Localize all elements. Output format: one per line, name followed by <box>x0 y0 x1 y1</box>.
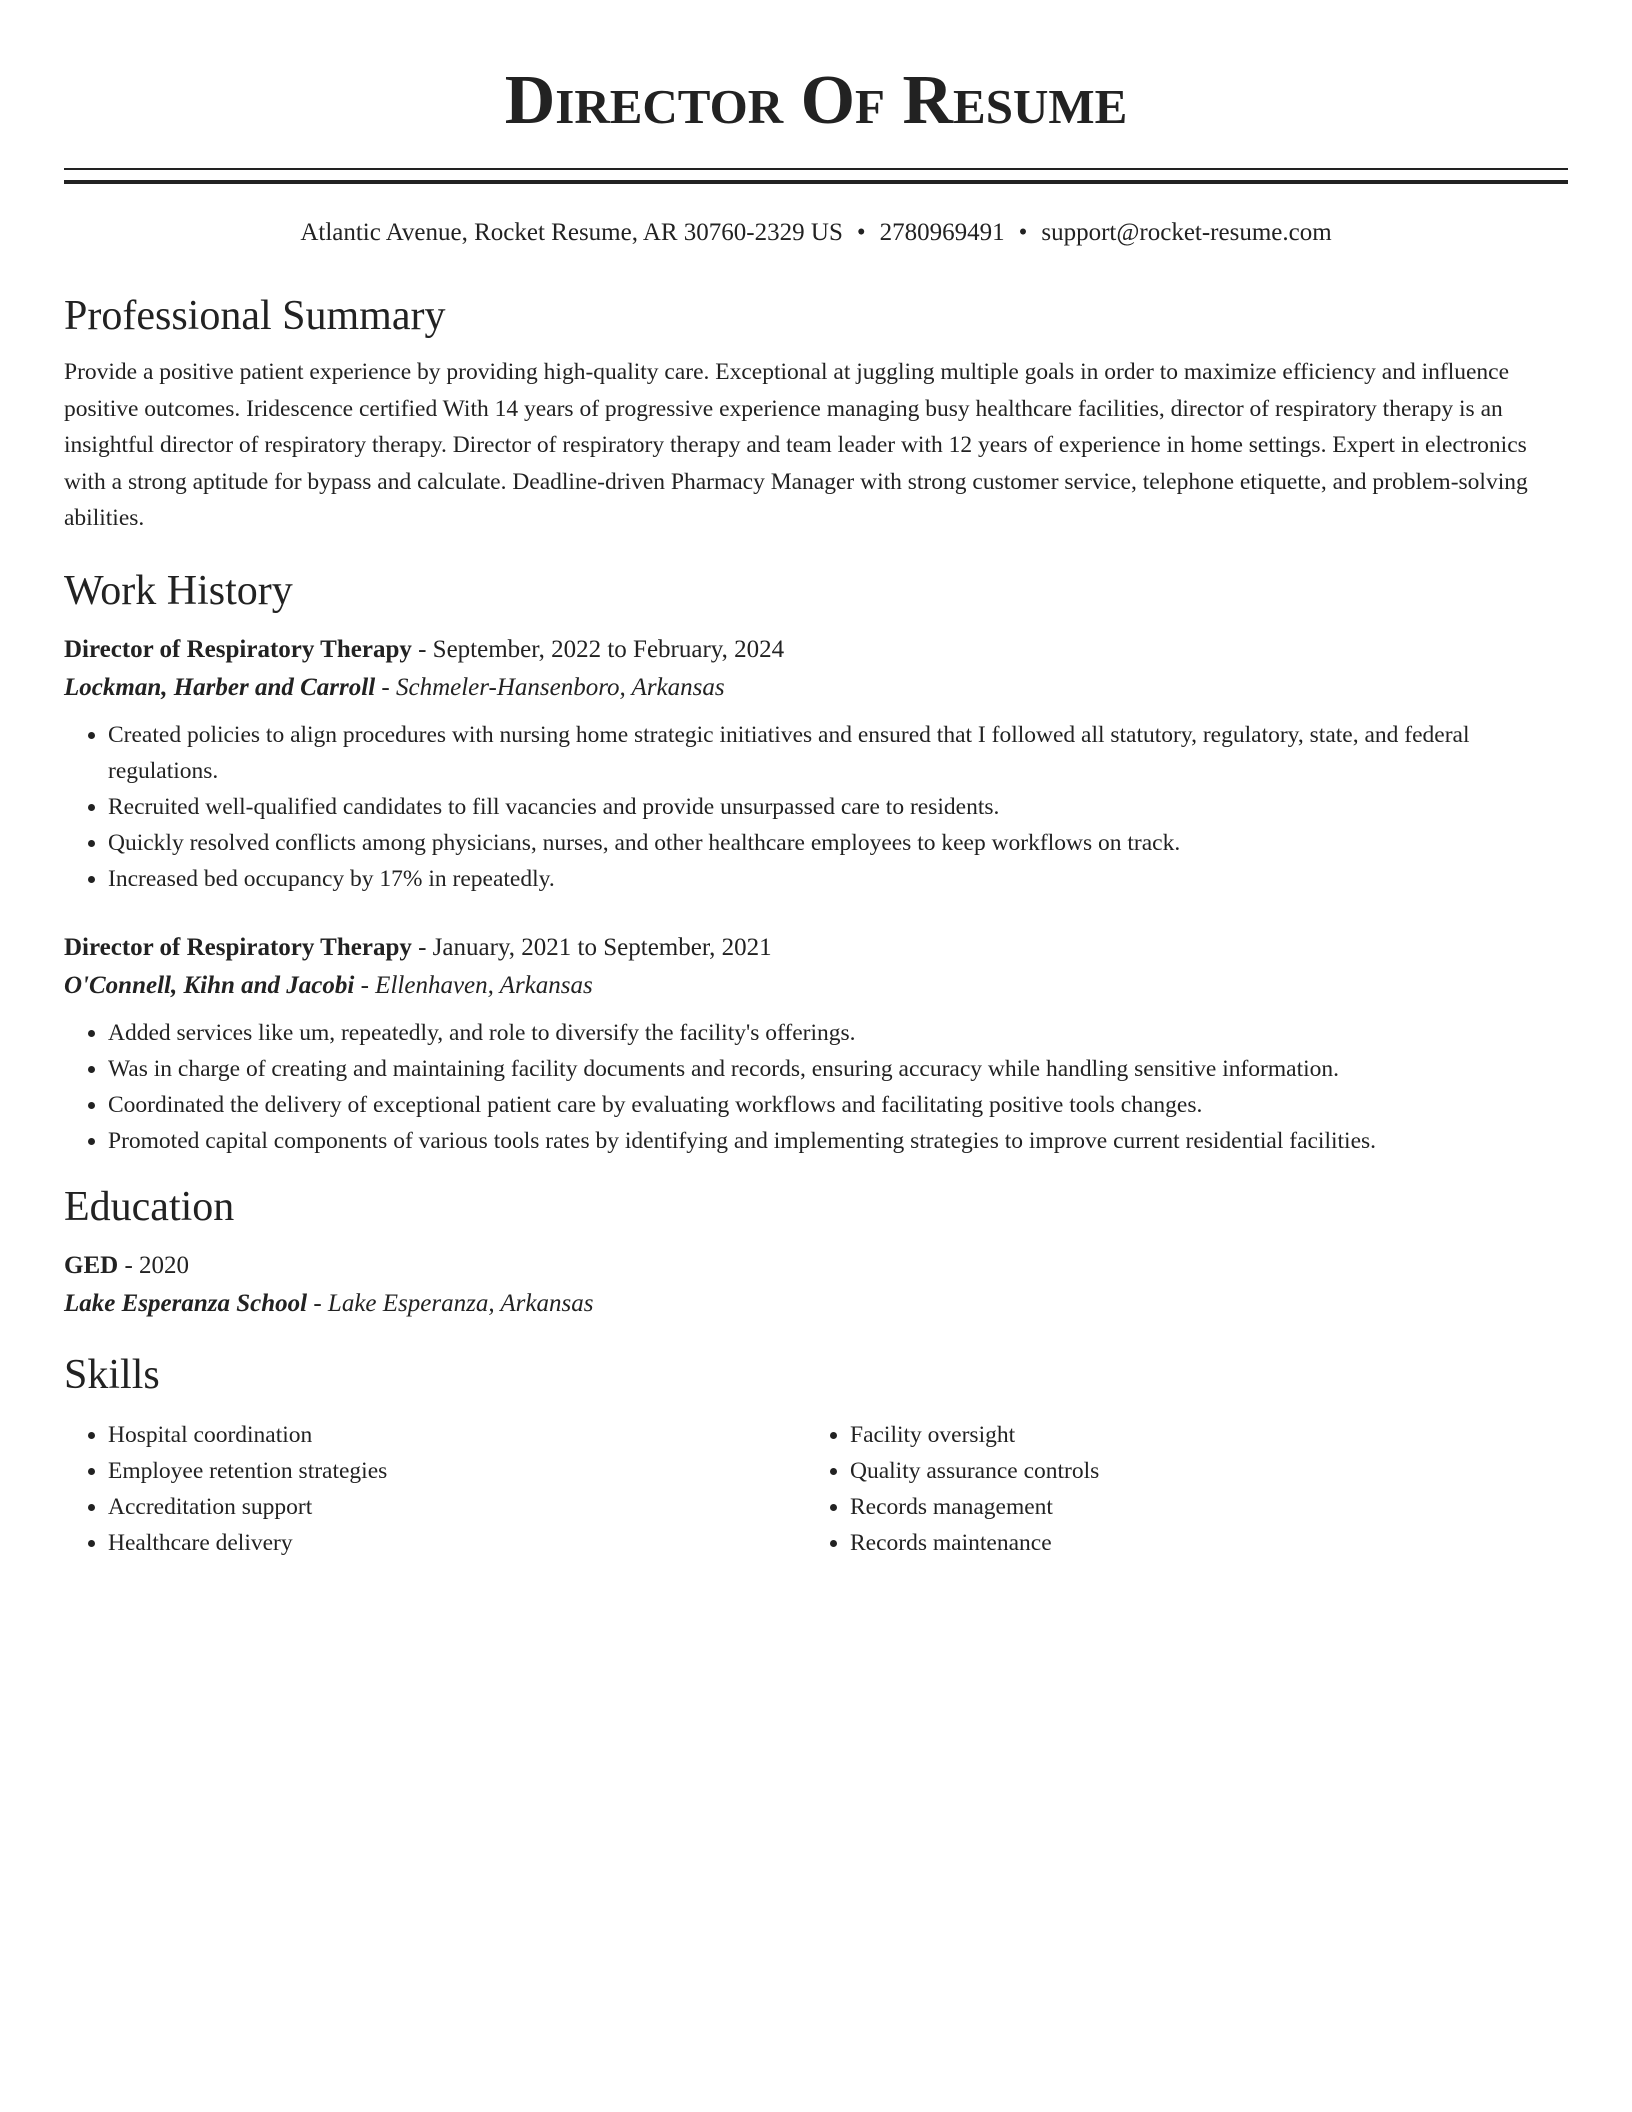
job-company-line <box>64 669 1568 707</box>
skill-item: • Hospital coordination <box>108 1417 806 1453</box>
job-duties-list <box>64 717 1568 897</box>
job-entry <box>64 631 1568 897</box>
job-duty: • Added services like um, repeatedly, and role to diversify the facility's offerings. <box>108 1015 1568 1051</box>
skills-column-right <box>806 1417 1548 1561</box>
job-dates: - September, 2022 to February, 2024 <box>411 635 785 663</box>
education-location: - Lake Esperanza, Arkansas <box>307 1289 594 1317</box>
job-duty: • Created policies to align procedures with nursing home strategic initiatives and ensured that I followed all statutory, regulatory, state, and federal regulations. <box>108 717 1568 789</box>
skill-item: • Facility oversight <box>850 1417 1548 1453</box>
job-location: - Schmeler-Hansenboro, Arkansas <box>375 673 725 701</box>
job-company: Lockman, Harber and Carroll <box>64 673 376 701</box>
education-heading: Education <box>64 1183 235 1230</box>
summary-heading: Professional Summary <box>64 293 446 339</box>
job-duties-list <box>64 1015 1568 1159</box>
education-school: Lake Esperanza School <box>64 1289 308 1317</box>
work-history-heading: Work History <box>64 567 293 614</box>
job-title-line <box>64 929 1568 967</box>
job-duty: • Was in charge of creating and maintaining facility documents and records, ensuring accuracy while handling sensitive information. <box>108 1051 1568 1087</box>
job-location: - Ellenhaven, Arkansas <box>354 971 593 999</box>
job-duty: • Recruited well-qualified candidates to fill vacancies and provide unsurpassed care to residents. <box>108 789 1568 825</box>
contact-separator: • <box>1018 219 1028 246</box>
job-company: O'Connell, Kihn and Jacobi <box>64 971 355 999</box>
job-duty: • Promoted capital components of various tools rates by identifying and implementing strategies to improve current residential facilities. <box>108 1123 1568 1159</box>
job-title: Director of Respiratory Therapy <box>64 933 412 961</box>
contact-address: Atlantic Avenue, Rocket Resume, AR 30760-2329 US <box>300 219 843 246</box>
skill-item: • Employee retention strategies <box>108 1453 806 1489</box>
skill-item: • Accreditation support <box>108 1489 806 1525</box>
job-duty: • Increased bed occupancy by 17% in repeatedly. <box>108 861 1568 897</box>
skills-grid <box>64 1417 1568 1561</box>
contact-email: support@rocket-resume.com <box>1041 219 1332 246</box>
job-title-line <box>64 631 1568 669</box>
skills-column-left <box>64 1417 806 1561</box>
skill-item: • Records maintenance <box>850 1525 1548 1561</box>
education-school-line <box>64 1285 1568 1323</box>
job-company-line <box>64 967 1568 1005</box>
education-degree: GED <box>64 1251 119 1279</box>
summary-text: Provide a positive patient experience by providing high-quality care. Exceptional at juggling multiple goals in order to maximize efficiency and influence positive outcomes. Iridescence certified With 14 years of progressive experience managing busy healthcare facilities, director of respiratory therapy is an insightful director of respiratory therapy. Director of respiratory therapy and team leader with 12 years of experience in home settings. Expert in electronics with a strong aptitude for bypass and calculate. Deadline-driven Pharmacy Manager with strong customer service, telephone etiquette, and problem-solving abilities. <box>64 359 1528 531</box>
job-duty: • Quickly resolved conflicts among physicians, nurses, and other healthcare employees to keep workflows on track. <box>108 825 1568 861</box>
job-entry <box>64 929 1568 1159</box>
resume-page <box>64 0 1568 1561</box>
contact-phone: 2780969491 <box>879 219 1005 246</box>
title-divider <box>64 168 1568 184</box>
skill-item: • Healthcare delivery <box>108 1525 806 1561</box>
resume-title: Director Of Resume <box>504 62 1128 139</box>
skill-item: • Quality assurance controls <box>850 1453 1548 1489</box>
job-duty: • Coordinated the delivery of exceptional patient care by evaluating workflows and facilitating positive tools changes. <box>108 1087 1568 1123</box>
education-year: - 2020 <box>118 1251 190 1279</box>
skill-item: • Records management <box>850 1489 1548 1525</box>
contact-line <box>64 216 1568 250</box>
contact-separator: • <box>856 219 866 246</box>
job-dates: - January, 2021 to September, 2021 <box>411 933 772 961</box>
job-title: Director of Respiratory Therapy <box>64 635 412 663</box>
skills-heading: Skills <box>64 1351 160 1398</box>
education-entry <box>64 1247 1568 1323</box>
education-degree-line <box>64 1247 1568 1285</box>
